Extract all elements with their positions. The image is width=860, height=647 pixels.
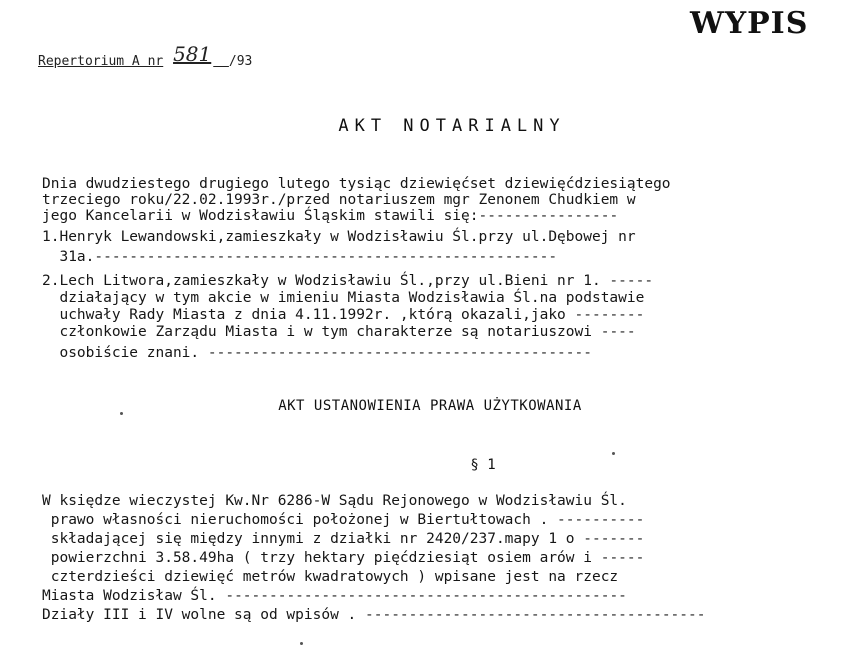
party-1-line-2: 31a.----------------------------------------------------- — [42, 249, 558, 265]
document-title: AKT NOTARIALNY — [338, 116, 566, 136]
party-1-line-1: 1.Henryk Lewandowski,zamieszkały w Wodzisławiu Śl.przy ul.Dębowej nr — [42, 229, 636, 245]
repertorium-year: /93 — [228, 54, 253, 69]
repertorium-line — [38, 42, 253, 70]
section-subtitle: AKT USTANOWIENIA PRAWA UŻYTKOWANIA — [278, 398, 582, 414]
section1-line-1: W księdze wieczystej Kw.Nr 6286-W Sądu Rejonowego w Wodzisławiu Śl. — [42, 493, 627, 509]
section1-line-3: składającej się między innymi z działki nr 2420/237.mapy 1 o ------- — [42, 531, 645, 547]
section1-line-2: prawo własności nieruchomości położonej w Biertułtowach . ---------- — [42, 512, 645, 528]
repertorium-number: 581 — [173, 42, 212, 66]
wypis-stamp: WYPIS — [690, 6, 809, 41]
intro-line-3: jego Kancelarii w Wodzisławiu Śląskim stawili się:---------------- — [42, 208, 619, 224]
section1-line-4: powierzchni 3.58.49ha ( trzy hektary pięćdziesiąt osiem arów i ----- — [42, 550, 645, 566]
party-2-line-2: działający w tym akcie w imieniu Miasta Wodzisławia Śl.na podstawie — [42, 290, 645, 306]
paragraph-mark: § 1 — [470, 457, 496, 473]
intro-line-2: trzeciego roku/22.02.1993r./przed notariuszem mgr Zenonem Chudkiem w — [42, 192, 636, 208]
section1-line-6: Miasta Wodzisław Śl. ---------------------------------------------- — [42, 588, 627, 604]
party-2-line-1: 2.Lech Litwora,zamieszkały w Wodzisławiu Śl.,przy ul.Bieni nr 1. ----- — [42, 273, 654, 289]
repertorium-prefix: Repertorium A nr — [38, 54, 164, 69]
party-2-line-3: uchwały Rady Miasta z dnia 4.11.1992r. ,którą okazali,jako -------- — [42, 307, 645, 323]
scan-speck — [300, 642, 303, 645]
party-2-line-4: członkowie Zarządu Miasta i w tym charakterze są notariuszowi ---- — [42, 324, 636, 340]
scan-speck — [612, 452, 615, 455]
section1-line-5: czterdzieści dziewięć metrów kwadratowych ) wpisane jest na rzecz — [42, 569, 619, 585]
party-2-line-5: osobiście znani. -------------------------------------------- — [42, 345, 592, 361]
intro-line-1: Dnia dwudziestego drugiego lutego tysiąc dziewięćset dziewięćdziesiątego — [42, 176, 671, 192]
section1-line-7: Działy III i IV wolne są od wpisów . --------------------------------------- — [42, 607, 706, 623]
scan-speck — [120, 412, 123, 415]
